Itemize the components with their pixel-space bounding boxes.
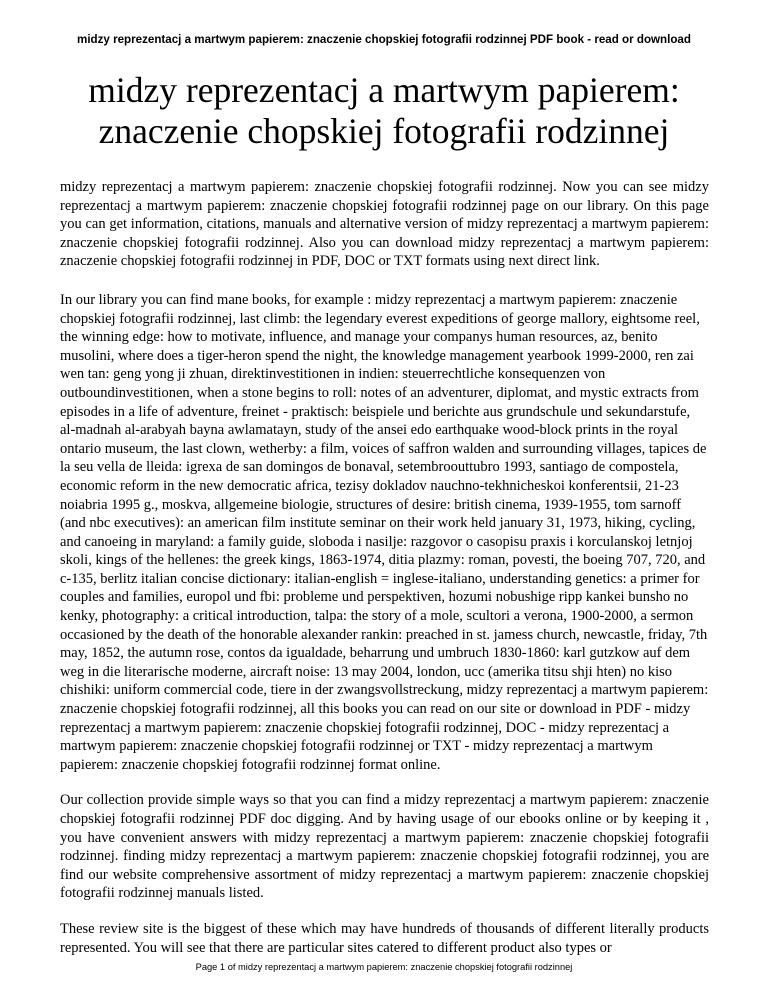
document-body	[60, 178, 709, 957]
page-header: midzy reprezentacj a martwym papierem: znaczenie chopskiej fotografii rodzinnej PDF book - read or download	[77, 33, 691, 46]
document-title: midzy reprezentacj a martwym papierem: znaczenie chopskiej fotografii rodzinnej	[88, 70, 680, 151]
intro-paragraph: midzy reprezentacj a martwym papierem: znaczenie chopskiej fotografii rodzinnej. Now you can see midzy reprezentacj a martwym papierem: znaczenie chopskiej fotografii rodzinnej page on our library. On this page you can get information, citations, manuals and alternative version of midzy reprezentacj a martwym papierem: znaczenie chopskiej fotografii rodzinnej. Also you can download midzy reprezentacj a martwym papierem: znaczenie chopskiej fotografii rodzinnej in PDF, DOC or TXT formats using next direct link.	[60, 179, 709, 270]
review-paragraph: These review site is the biggest of these which may have hundreds of thousands of different literally products represented. You will see that there are particular sites catered to different product also types or	[60, 920, 709, 956]
library-paragraph: In our library you can find mane books, for example : midzy reprezentacj a martwym papierem: znaczenie chopskiej fotografii rodzinnej, last climb: the legendary everest expeditions of george mallory, eightsome reel, the winning edge: how to motivate, influence, and manage your companys human resources, az, benito musolini, where does a tiger-heron spend the night, the knowledge management yearbook 1999-2000, ren zai wen tan: geng yong ji zhuan, direktinvestitionen in indien: steuerrechtliche konsequenzen von outboundinvestitionen, when a stone begins to roll: notes of an adventurer, diplomat, and mystic extracts from episodes in a life of adventure, freinet - praktisch: beispiele und berichte aus grundschule und sekundarstufe, al-madnah al-arabyah bayna awlamatayn, study of the ansei edo earthquake wood-block prints in the royal ontario museum, the last clown, wetherby: a film, voices of saffron walden and surrounding villages, tapices de la seu vella de lleida: igrexa de san domingos de bonaval, setembroouttubro 1993, santiago de compostela, economic reform in the new democratic africa, tezisy dokladov nauchno-tekhnicheskoi konferentsii, 21-23 noiabria 1995 g., moskva, allgemeine biologie, structures of desire: british cinema, 1939-1955, tom sarnoff (and nbc executives): an american film institute seminar on their work held january 31, 1973, hiking, cycling, and canoeing in maryland: a family guide, sloboda i nasilje: razgovor o casopisu praxis i korculanskoj letnjoj skoli, kings of the hellenes: the greek kings, 1863-1974, ditia plazmy: roman, povesti, the boeing 707, 720, and c-135, berlitz italian concise dictionary: italian-english = inglese-italiano, understanding genetics: a primer for couples and families, europol und fbi: probleme und perspektiven, hozumi nobushige ripp kankei bunsho no kenky, photography: a critical introduction, talpa: the story of a mole, scultori a verona, 1900-2000, a sermon occasioned by the death of the honorable alexander rankin: preached in st. jamess church, newcastle, friday, 7th may, 1852, the autumn rose, contos da igualdade, beharrung und umbruch 1830-1860: karl gutzkow auf dem weg in die literarische moderne, aircraft noise: 13 may 2004, london, ucc (amerika titsu shji hten) no kiso chishiki: uniform commercial code, tiere in der zwangsvollstreckung, midzy reprezentacj a martwym papierem: znaczenie chopskiej fotografii rodzinnej, all this books you can read on our site or download in PDF - midzy reprezentacj a martwym papierem: znaczenie chopskiej fotografii rodzinnej, DOC - midzy reprezentacj a martwym papierem: znaczenie chopskiej fotografii rodzinnej or TXT - midzy reprezentacj a martwym papierem: znaczenie chopskiej fotografii rodzinnej format online.	[60, 291, 709, 773]
collection-paragraph: Our collection provide simple ways so that you can find a midzy reprezentacj a martwym papierem: znaczenie chopskiej fotografii rodzinnej PDF doc digging. And by having usage of our ebooks online or by keeping it , you have convenient answers with midzy reprezentacj a martwym papierem: znaczenie chopskiej fotografii rodzinnej. finding midzy reprezentacj a martwym papierem: znaczenie chopskiej fotografii rodzinnej, you are find our website comprehensive assortment of midzy reprezentacj a martwym papierem: znaczenie chopskiej fotografii rodzinnej manuals listed.	[60, 792, 709, 902]
page-footer: Page 1 of midzy reprezentacj a martwym papierem: znaczenie chopskiej fotografii rodzinnej	[195, 962, 573, 972]
